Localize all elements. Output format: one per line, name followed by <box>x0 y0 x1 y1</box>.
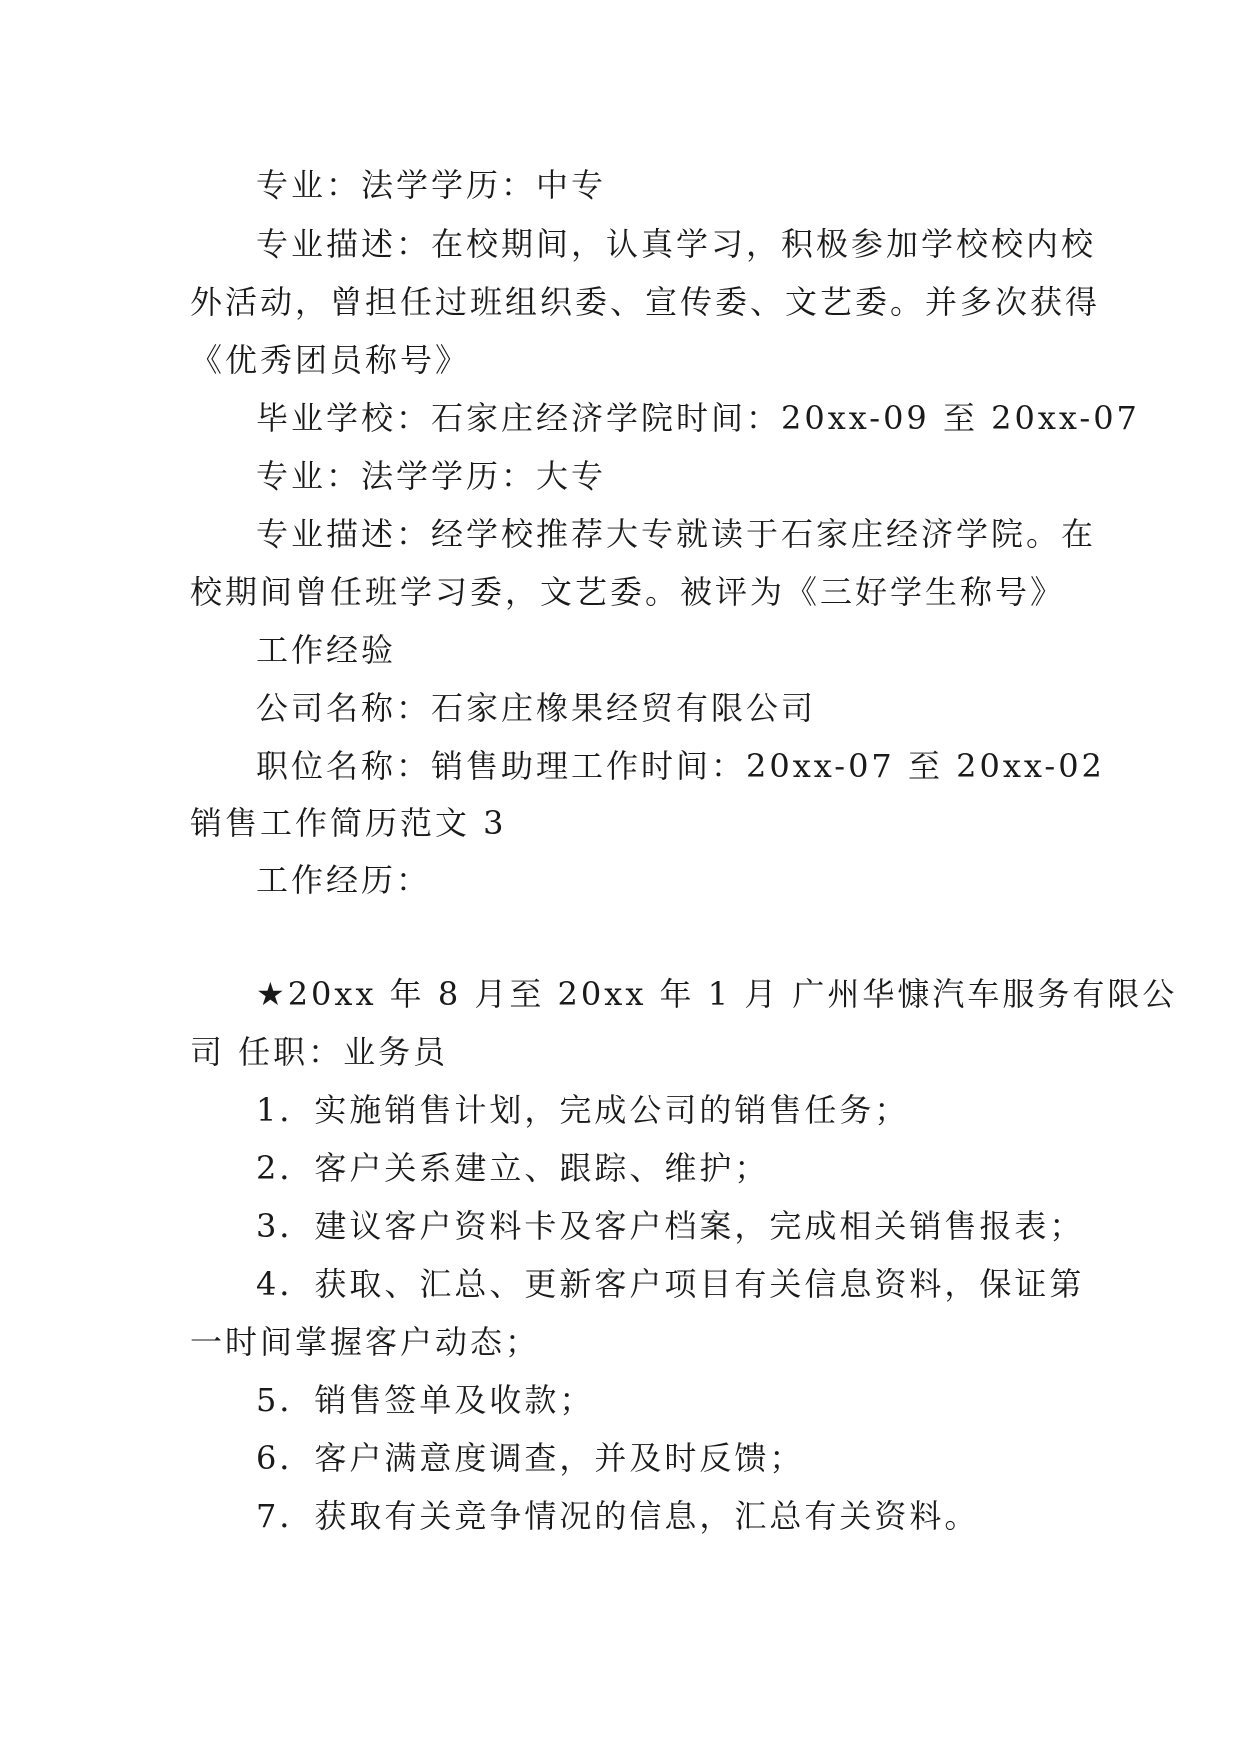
list-item: 3．建议客户资料卡及客户档案，完成相关销售报表； <box>256 1207 1085 1245</box>
text-line: 一时间掌握客户动态； <box>190 1323 541 1361</box>
text-line: 校期间曾任班学习委，文艺委。被评为《三好学生称号》 <box>190 573 1066 611</box>
section-heading: 工作经历： <box>256 861 432 899</box>
document-title: 销售工作简历范文 3 <box>190 804 507 842</box>
list-item: 7．获取有关竞争情况的信息，汇总有关资料。 <box>256 1497 980 1535</box>
section-heading: 工作经验 <box>256 631 397 669</box>
list-item: 6．客户满意度调查，并及时反馈； <box>256 1439 805 1477</box>
text-line: 专业描述：经学校推荐大专就读于石家庄经济学院。在 <box>256 515 1097 553</box>
text-line: 职位名称：销售助理工作时间：20xx-07 至 20xx-02 <box>256 747 1105 785</box>
text-line: 公司名称：石家庄橡果经贸有限公司 <box>256 689 817 727</box>
text-line: 毕业学校：石家庄经济学院时间：20xx-09 至 20xx-07 <box>256 399 1140 437</box>
list-item: 1．实施销售计划，完成公司的销售任务； <box>256 1091 910 1129</box>
text-line: 司 任职：业务员 <box>190 1033 449 1071</box>
list-item: 4．获取、汇总、更新客户项目有关信息资料，保证第 <box>256 1265 1085 1303</box>
text-line: 专业：法学学历：中专 <box>256 166 607 204</box>
list-item: 2．客户关系建立、跟踪、维护； <box>256 1149 770 1187</box>
text-line: 外活动，曾担任过班组织委、宣传委、文艺委。并多次获得 <box>190 283 1101 321</box>
text-line: 《优秀团员称号》 <box>190 341 471 379</box>
text-line: 专业描述：在校期间，认真学习，积极参加学校校内校 <box>256 225 1097 263</box>
text-line: ★20xx 年 8 月至 20xx 年 1 月 广州华慷汽车服务有限公 <box>256 975 1178 1013</box>
list-item: 5．销售签单及收款； <box>256 1381 595 1419</box>
text-line: 专业：法学学历：大专 <box>256 457 607 495</box>
